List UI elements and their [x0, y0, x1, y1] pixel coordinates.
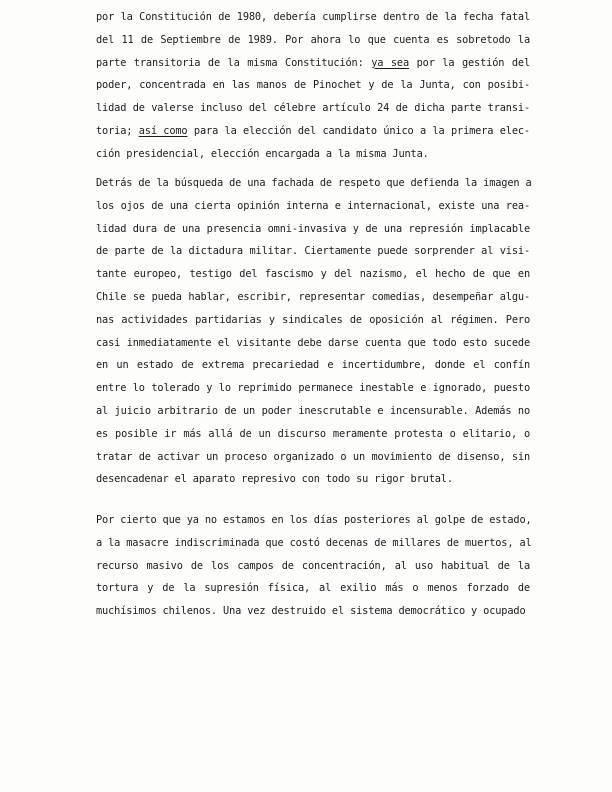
text-line — [96, 555, 530, 578]
text-line — [96, 29, 530, 52]
text-segment: por la gestión del — [409, 56, 531, 69]
text-line — [96, 263, 530, 286]
text-line — [96, 600, 530, 623]
text-segment: es posible ir más allá de un discurso meramente protesta o elitario, o — [96, 427, 530, 440]
text-segment: lidad dura de una presencia omni-invasiva y de una represión implacable — [96, 222, 530, 235]
text-segment: para la elección del candidato único a la primera elec- — [187, 124, 530, 137]
text-segment: parte transitoria de la misma Constitución: — [96, 56, 372, 69]
text-segment: tante europeo, testigo del fascismo y del nazismo, el hecho de que en — [96, 268, 530, 281]
text-segment: desencadenar el aparato represivo con todo su rigor brutal. — [96, 473, 453, 486]
text-segment: Chile se pueda hablar, escribir, representar comedias, desempeñar algu- — [96, 290, 530, 303]
text-line — [96, 240, 530, 263]
text-line — [96, 120, 530, 143]
text-line — [96, 423, 530, 446]
paragraph-1 — [96, 6, 530, 166]
text-segment: muchísimos chilenos. Una vez destruido el sistema democrático y ocupado — [96, 605, 526, 618]
text-segment: ción presidencial, elección encargada a la misma Junta. — [96, 147, 429, 160]
text-segment: recurso masivo de los campos de concentración, al uso habitual de la — [96, 559, 530, 572]
paragraph-3 — [96, 509, 530, 623]
text-line — [96, 172, 530, 195]
text-segment: tratar de activar un proceso organizado o un movimiento de disenso, sin — [96, 450, 530, 463]
text-line — [96, 309, 530, 332]
underlined-phrase: así como — [138, 124, 188, 137]
text-segment: en un estado de extrema precariedad e incertidumbre, donde el confín — [96, 359, 530, 372]
text-line — [96, 195, 530, 218]
text-line — [96, 74, 530, 97]
text-segment: de parte de la dictadura militar. Ciertamente puede sorprender al visi- — [96, 245, 530, 258]
text-segment: tortura y de la supresión física, al exilio más o menos forzado de — [96, 582, 530, 595]
text-segment: a la masacre indiscriminada que costó decenas de millares de muertos, al — [96, 536, 532, 549]
text-line — [96, 354, 530, 377]
text-line — [96, 446, 530, 469]
text-segment: del 11 de Septiembre de 1989. Por ahora lo que cuenta es sobretodo la — [96, 33, 530, 46]
underlined-phrase: ya sea — [371, 56, 410, 69]
text-line — [96, 532, 530, 555]
text-line — [96, 218, 530, 241]
text-segment: toria; — [96, 124, 139, 137]
text-segment: poder, concentrada en las manos de Pinochet y de la Junta, con posibi- — [96, 79, 530, 92]
text-segment: lidad de valerse incluso del célebre artículo 24 de dicha parte transi- — [96, 102, 530, 115]
text-line — [96, 332, 530, 355]
text-segment: Por cierto que ya no estamos en los días posteriores al golpe de estado, — [96, 514, 532, 526]
text-line — [96, 509, 530, 532]
text-line — [96, 97, 530, 120]
text-segment: Detrás de la búsqueda de una fachada de respeto que defienda la imagen a — [96, 177, 532, 189]
text-line — [96, 377, 530, 400]
text-segment: los ojos de una cierta opinión interna e internacional, existe una rea- — [96, 199, 530, 212]
text-line — [96, 143, 530, 166]
text-segment: casi inmediatamente el visitante debe darse cuenta que todo esto sucede — [96, 336, 530, 349]
text-segment: entre lo tolerado y lo reprimido permanece inestable e ignorado, puesto — [96, 382, 530, 395]
text-segment: nas actividades partidarias y sindicales de oposición al régimen. Pero — [96, 313, 530, 326]
text-line — [96, 400, 530, 423]
paragraph-2 — [96, 172, 530, 491]
text-line — [96, 6, 530, 29]
text-segment: por la Constitución de 1980, debería cumplirse dentro de la fecha fatal — [96, 11, 530, 23]
text-line — [96, 52, 530, 75]
text-line — [96, 468, 530, 491]
text-line — [96, 286, 530, 309]
text-segment: al juicio arbitrario de un poder inescrutable e incensurable. Además no — [96, 404, 530, 417]
text-line — [96, 577, 530, 600]
